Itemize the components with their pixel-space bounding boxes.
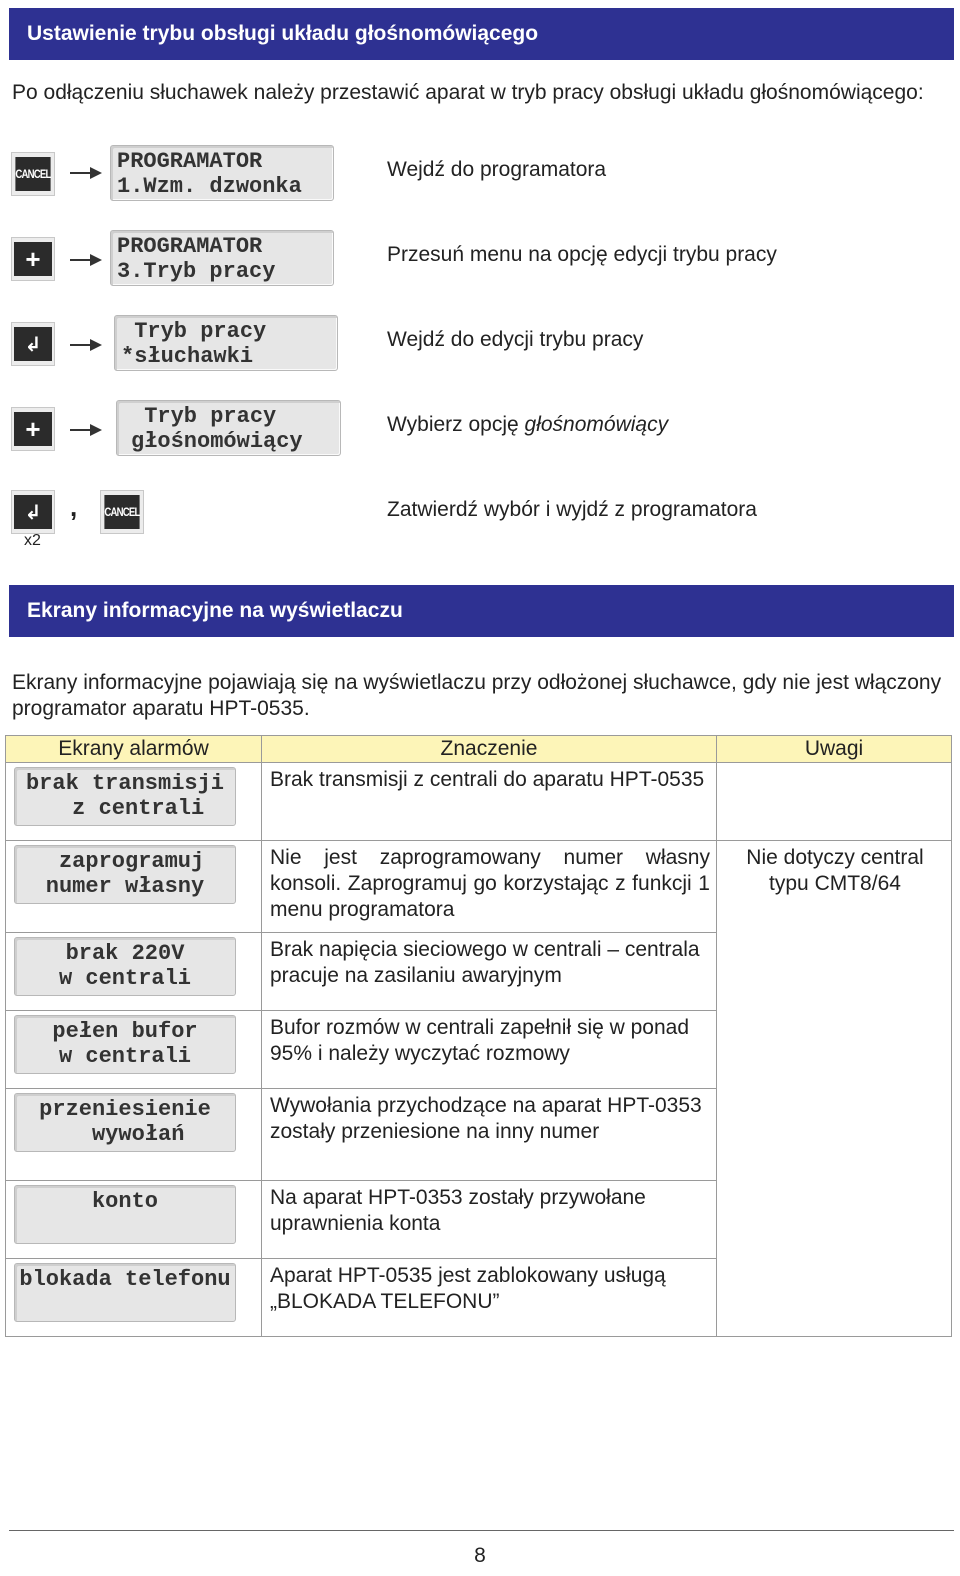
lcd-display: Tryb pracy głośnomówiący (116, 400, 341, 456)
lcd-display: PROGRAMATOR 3.Tryb pracy (110, 230, 334, 286)
cancel-key-label: CANCEL (15, 157, 50, 191)
enter-key (11, 322, 55, 366)
arrow-right-icon (70, 423, 102, 437)
column-header: Uwagi (717, 736, 952, 763)
enter-key (11, 490, 55, 534)
step-description: Wejdź do edycji trybu pracy (387, 328, 644, 351)
arrow-right-icon (70, 338, 102, 352)
table-row (6, 763, 952, 841)
section-header-info-screens (9, 585, 954, 637)
enter-icon: ↲ (14, 495, 52, 529)
lcd-display: brak 220V w centrali (14, 937, 236, 996)
cancel-key-label: CANCEL (104, 495, 139, 529)
screen-cell (6, 1259, 262, 1337)
screen-cell (6, 841, 262, 933)
step-description-emphasis: głośnomówiący (524, 413, 669, 436)
meaning-cell: Aparat HPT-0535 jest zablokowany usługą „BLOKADA TELEFONU” (262, 1259, 717, 1337)
lcd-display: konto (14, 1185, 236, 1244)
lcd-display: PROGRAMATOR 1.Wzm. dzwonka (110, 145, 334, 201)
lcd-display: Tryb pracy *słuchawki (114, 315, 338, 371)
meaning-cell: Brak transmisji z centrali do aparatu HPT-0535 (262, 763, 717, 841)
separator: , (70, 492, 78, 522)
step-description (387, 413, 668, 437)
plus-icon: + (14, 412, 52, 446)
cancel-key (100, 490, 144, 534)
arrow-right-icon (70, 166, 102, 180)
notes-cell: Nie dotyczy central typu CMT8/64 (717, 841, 952, 1337)
screen-cell (6, 933, 262, 1011)
step-description: Wejdź do programatora (387, 158, 607, 181)
lcd-display: przeniesienie wywołań (14, 1093, 236, 1152)
section-title: Ekrany informacyjne na wyświetlaczu (27, 599, 403, 622)
section-title: Ustawienie trybu obsługi układu głośnomówiącego (27, 22, 539, 45)
intro-paragraph: Ekrany informacyjne pojawiają się na wyświetlaczu przy odłożonej słuchawce, gdy nie jest włączony programator aparatu HPT-0535. (12, 671, 942, 720)
enter-icon: ↲ (14, 327, 52, 361)
lcd-display: brak transmisji z centrali (14, 767, 236, 826)
screen-cell (6, 1011, 262, 1089)
screen-cell (6, 1089, 262, 1181)
plus-key (11, 237, 55, 281)
lcd-display: blokada telefonu (14, 1263, 236, 1322)
table-row (6, 841, 952, 933)
notes-cell (717, 763, 952, 841)
meaning-cell: Wywołania przychodzące na aparat HPT-0353 zostały przeniesione na inny numer (262, 1089, 717, 1181)
footer-divider (9, 1530, 954, 1531)
plus-key (11, 407, 55, 451)
repeat-count: x2 (24, 532, 41, 549)
plus-icon: + (14, 242, 52, 276)
page-number: 8 (474, 1544, 486, 1567)
cancel-key (11, 152, 55, 196)
meaning-cell: Na aparat HPT-0353 zostały przywołane uprawnienia konta (262, 1181, 717, 1259)
table-header-row (6, 736, 952, 763)
step-description-prefix: Wybierz opcję (387, 413, 525, 436)
screen-cell (6, 1181, 262, 1259)
step-description: Przesuń menu na opcję edycji trybu pracy (387, 243, 777, 266)
meaning-cell: Brak napięcia sieciowego w centrali – centrala pracuje na zasilaniu awaryjnym (262, 933, 717, 1011)
intro-paragraph: Po odłączeniu słuchawek należy przestawić aparat w tryb pracy obsługi układu głośnomówiącego: (12, 81, 924, 104)
meaning-cell: Bufor rozmów w centrali zapełnił się w ponad 95% i należy wyczytać rozmowy (262, 1011, 717, 1089)
section-header-speakerphone (9, 8, 954, 60)
info-screens-table (5, 735, 952, 1337)
meaning-cell: Nie jest zaprogramowany numer własny konsoli. Zaprogramuj go korzystając z funkcji 1 menu programatora (262, 841, 717, 933)
lcd-display: pełen bufor w centrali (14, 1015, 236, 1074)
column-header: Ekrany alarmów (6, 736, 262, 763)
step-description: Zatwierdź wybór i wyjdź z programatora (387, 498, 757, 521)
arrow-right-icon (70, 253, 102, 267)
column-header: Znaczenie (262, 736, 717, 763)
screen-cell (6, 763, 262, 841)
lcd-display: zaprogramuj numer własny (14, 845, 236, 904)
